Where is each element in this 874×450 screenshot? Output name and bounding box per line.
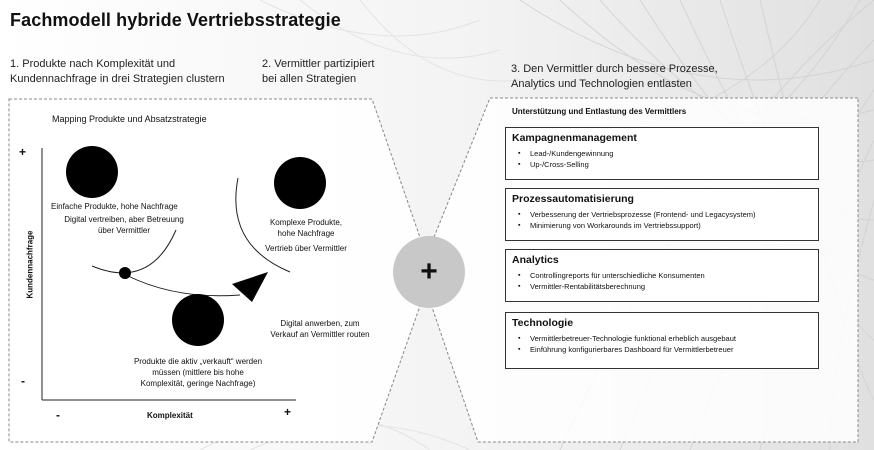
step-2-text: 2. Vermittler partizipiert bei allen Strategien (262, 58, 375, 85)
box-prozessautomatisierung (505, 188, 819, 241)
label-simple-title: Einfache Produkte, hohe Nachfrage (51, 202, 178, 211)
y-axis-minus: - (21, 374, 25, 388)
box-item: ▪ Controllingreports für unterschiedliche Konsumenten (524, 270, 812, 281)
step-3-text: 3. Den Vermittler durch bessere Prozesse, Analytics und Technologien entlasten (511, 63, 718, 90)
circle-active-products (172, 294, 224, 346)
left-dashed-frame (9, 99, 432, 442)
label-active: Produkte die aktiv „verkauft“ werden müssen (mittlere bis hohe Komplexität, geringe Nachfrage) (133, 357, 263, 388)
box-item: ▪ Minimierung von Workarounds im Vertriebssupport) (524, 220, 812, 231)
box-heading: Analytics (512, 254, 559, 266)
plus-circle (393, 236, 465, 308)
box-heading: Technologie (512, 317, 574, 329)
label-complex: Komplexe Produkte, hohe Nachfrage Vertrieb über Vermittler (265, 218, 347, 253)
page-title: Fachmodell hybride Vertriebsstrategie (10, 10, 341, 30)
plus-icon: + (420, 255, 438, 288)
circle-simple-products (66, 146, 118, 198)
x-axis-minus: - (56, 408, 60, 422)
x-axis-plus: + (284, 405, 292, 419)
x-axis-label: Komplexität (147, 411, 193, 420)
box-analytics (505, 249, 819, 302)
step-1-text: 1. Produkte nach Komplexität und Kundennachfrage in drei Strategien clustern (10, 58, 225, 85)
y-axis-label: Kundennachfrage (25, 230, 35, 299)
label-route: Digital anwerben, zum Verkauf an Vermittler routen (270, 319, 370, 339)
box-item: ▪ Up-/Cross-Selling (524, 159, 812, 170)
circle-complex-products (274, 157, 326, 209)
box-item: ▪ Vermittler-Rentabilitätsberechnung (524, 281, 812, 292)
box-technologie (505, 312, 819, 369)
box-item: ▪ Vermittlerbetreuer-Technologie funktional erheblich ausgebaut (524, 333, 812, 344)
box-heading: Prozessautomatisierung (512, 193, 634, 205)
box-item: ▪ Lead-/Kundengewinnung (524, 148, 812, 159)
support-title: Unterstützung und Entlastung des Vermittlers (512, 107, 687, 116)
box-kampagnenmanagement (505, 127, 819, 180)
small-dot (119, 267, 131, 279)
label-simple-desc: Digital vertreiben, aber Betreuung über Vermittler (64, 215, 184, 235)
mapping-title: Mapping Produkte und Absatzstrategie (52, 114, 207, 124)
box-item: ▪ Verbesserung der Vertriebsprozesse (Frontend- und Legacysystem) (524, 209, 812, 220)
box-item: ▪ Einführung konfigurierbares Dashboard für Vermittlerbetreuer (524, 344, 812, 355)
box-heading: Kampagnenmanagement (512, 132, 637, 144)
y-axis-plus: + (19, 145, 27, 159)
